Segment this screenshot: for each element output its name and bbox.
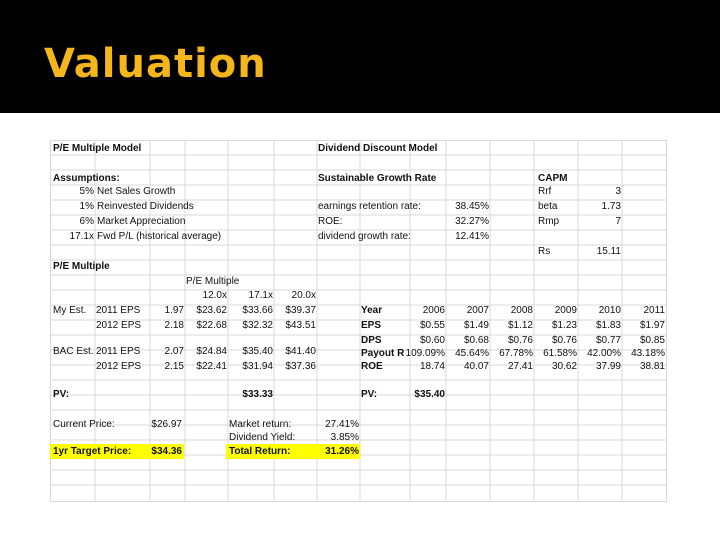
eps-cell: $1.49 <box>463 320 489 331</box>
payout-cell: 45.64% <box>455 348 489 359</box>
payout-cell: 109.09% <box>405 348 445 359</box>
market-return-label: Market return: <box>229 419 292 430</box>
payout-cell: 67.78% <box>499 348 533 359</box>
payout-cell: 43.18% <box>631 348 665 359</box>
capm-label: Rrf <box>538 186 552 197</box>
my-est-label: My Est. <box>53 305 87 316</box>
dps-cell: $0.85 <box>639 335 665 346</box>
pe-model-title: P/E Multiple Model <box>53 143 142 154</box>
pe-multiple-header: P/E Multiple <box>186 276 240 287</box>
market-return-value: 27.41% <box>325 419 359 430</box>
capm-title: CAPM <box>538 173 568 184</box>
row-eps: 2.15 <box>164 361 184 372</box>
assumption-label: Fwd P/L (historical average) <box>97 231 222 242</box>
current-price-value: $26.97 <box>151 419 182 430</box>
multiple-col: 20.0x <box>291 290 316 301</box>
assumption-value: 5% <box>79 186 94 197</box>
row-label: 2011 EPS <box>96 346 141 357</box>
year-cell: 2008 <box>510 305 533 316</box>
pe-multiple-title: P/E Multiple <box>53 261 110 272</box>
capm-label: beta <box>538 201 558 212</box>
row-value: $43.51 <box>285 320 316 331</box>
row-eps: 1.97 <box>164 305 184 316</box>
row-label: 2012 EPS <box>96 320 142 331</box>
dps-cell: $0.77 <box>595 335 621 346</box>
dps-cell: $0.76 <box>551 335 577 346</box>
roe-cell: 40.07 <box>463 361 489 372</box>
capm-value: 1.73 <box>601 201 621 212</box>
capm-value: 7 <box>615 216 621 227</box>
row-value: $32.32 <box>242 320 273 331</box>
sgr-label: dividend growth rate: <box>318 231 411 242</box>
sgr-value: 38.45% <box>455 201 489 212</box>
capm-label: Rmp <box>538 216 560 227</box>
rs-label: Rs <box>538 246 551 257</box>
year-cell: 2011 <box>643 305 665 316</box>
row-value: $24.84 <box>196 346 227 357</box>
ddm-pv-label: PV: <box>361 389 378 400</box>
current-price-label: Current Price: <box>53 419 115 430</box>
row-label: 2011 EPS <box>96 305 141 316</box>
pe-pv-label: PV: <box>53 389 70 400</box>
pe-pv-value: $33.33 <box>242 389 273 400</box>
year-cell: 2009 <box>554 305 577 316</box>
eps-cell: $0.55 <box>419 320 445 331</box>
assumption-value: 1% <box>79 201 94 212</box>
multiple-col: 12.0x <box>202 290 227 301</box>
row-value: $35.40 <box>242 346 273 357</box>
roe-label: ROE <box>361 361 383 372</box>
payout-label: Payout R <box>361 348 405 359</box>
multiple-col: 17.1x <box>248 290 273 301</box>
eps-cell: $1.97 <box>639 320 665 331</box>
row-value: $39.37 <box>285 305 316 316</box>
bac-est-label: BAC Est. <box>53 346 94 357</box>
dps-label: DPS <box>361 335 382 346</box>
assumption-label: Reinvested Dividends <box>97 201 194 212</box>
roe-cell: 30.62 <box>551 361 577 372</box>
assumption-value: 17.1x <box>69 231 94 242</box>
assumption-label: Net Sales Growth <box>97 186 176 197</box>
roe-cell: 38.81 <box>639 361 665 372</box>
capm-value: 3 <box>615 186 621 197</box>
ddm-title: Dividend Discount Model <box>318 143 438 154</box>
total-return-value: 31.26% <box>325 446 359 457</box>
payout-cell: 61.58% <box>543 348 577 359</box>
year-cell: 2010 <box>598 305 621 316</box>
roe-cell: 27.41 <box>507 361 533 372</box>
row-value: $23.62 <box>196 305 227 316</box>
sgr-title: Sustainable Growth Rate <box>318 173 437 184</box>
target-price-value: $34.36 <box>151 446 182 457</box>
spreadsheet <box>50 140 667 502</box>
row-label: 2012 EPS <box>96 361 142 372</box>
year-label: Year <box>361 305 383 316</box>
dividend-yield-label: Dividend Yield: <box>229 432 296 443</box>
sgr-value: 32.27% <box>455 216 489 227</box>
slide-title: Valuation <box>44 41 267 87</box>
total-return-label: Total Return: <box>229 446 291 457</box>
dps-cell: $0.60 <box>419 335 445 346</box>
dps-cell: $0.76 <box>507 335 533 346</box>
row-eps: 2.18 <box>164 320 184 331</box>
dps-cell: $0.68 <box>463 335 489 346</box>
sgr-label: earnings retention rate: <box>318 201 421 212</box>
payout-cell: 42.00% <box>587 348 621 359</box>
row-value: $22.41 <box>196 361 227 372</box>
row-value: $41.40 <box>285 346 316 357</box>
ddm-pv-value: $35.40 <box>414 389 445 400</box>
eps-cell: $1.83 <box>595 320 621 331</box>
assumptions-label: Assumptions: <box>53 173 120 184</box>
row-value: $33.66 <box>242 305 273 316</box>
eps-label: EPS <box>361 320 382 331</box>
title-bar <box>0 0 720 113</box>
eps-cell: $1.23 <box>551 320 577 331</box>
year-cell: 2007 <box>466 305 489 316</box>
year-cell: 2006 <box>422 305 445 316</box>
assumption-value: 6% <box>79 216 94 227</box>
rs-value: 15.11 <box>596 246 621 257</box>
row-value: $37.36 <box>285 361 316 372</box>
roe-cell: 37.99 <box>595 361 621 372</box>
dividend-yield-value: 3.85% <box>330 432 359 443</box>
row-eps: 2.07 <box>164 346 184 357</box>
sgr-label: ROE: <box>318 216 343 227</box>
sgr-value: 12.41% <box>455 231 489 242</box>
assumption-label: Market Appreciation <box>97 216 186 227</box>
eps-cell: $1.12 <box>507 320 533 331</box>
row-value: $31.94 <box>242 361 273 372</box>
row-value: $22.68 <box>196 320 227 331</box>
roe-cell: 18.74 <box>419 361 445 372</box>
target-price-label: 1yr Target Price: <box>53 446 132 457</box>
